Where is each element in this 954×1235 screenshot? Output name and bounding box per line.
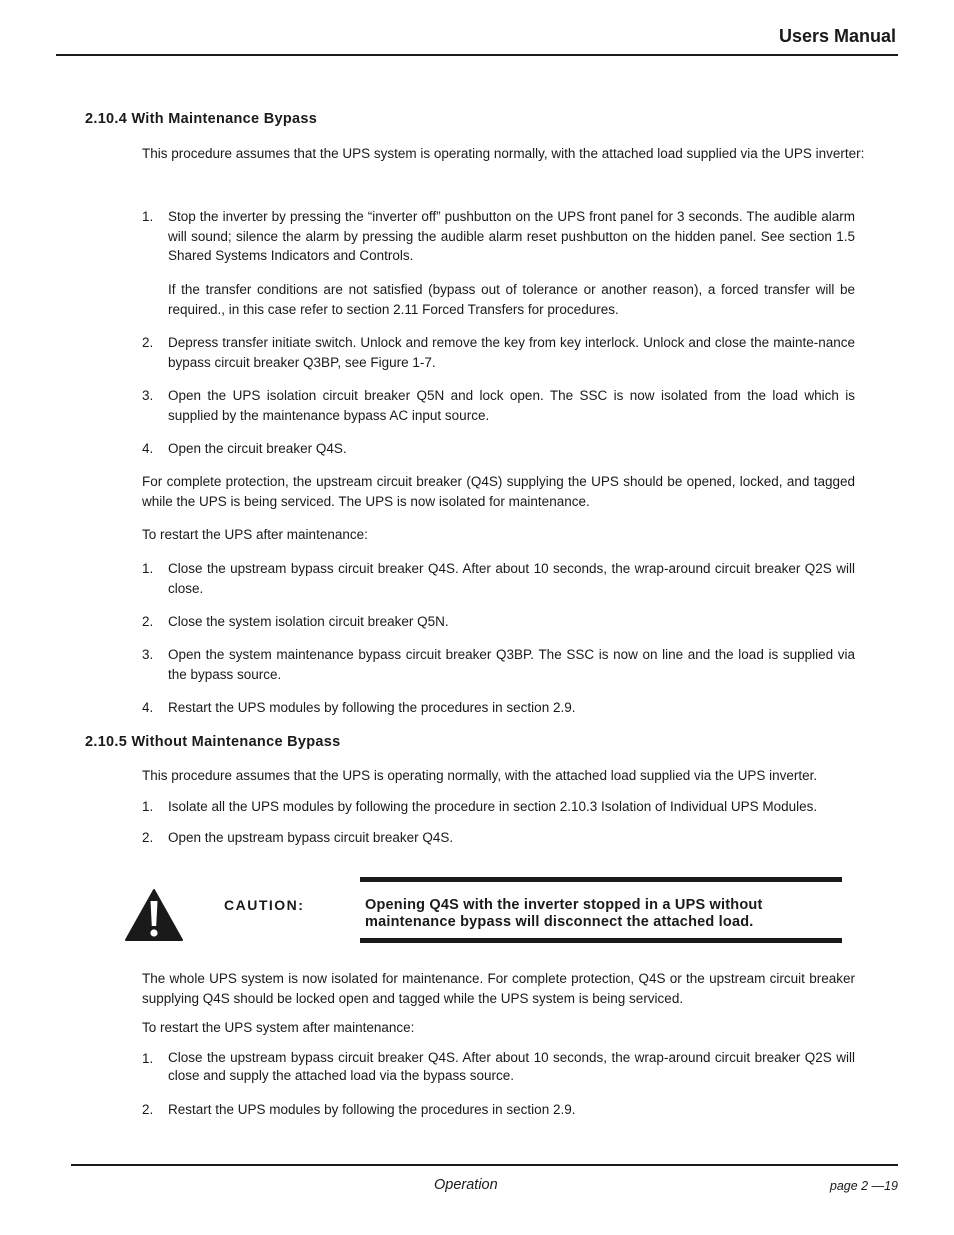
step-text: Open the circuit breaker Q4S.	[168, 441, 347, 456]
step-text: Open the upstream bypass circuit breaker Q4S.	[168, 830, 454, 845]
step-number: 2.	[142, 1102, 154, 1117]
caution-text-line-1: Opening Q4S with the inverter stopped in a UPS without	[365, 897, 763, 913]
header-rule	[56, 54, 898, 56]
step-text: Open the UPS isolation circuit breaker Q5N and lock open. The SSC is now isolated from the load which is supplied by the maintenance bypass AC input source.	[168, 388, 855, 423]
protection-paragraph: For complete protection, the upstream circuit breaker (Q4S) supplying the UPS should be opened, locked, and tagged while the UPS is being serviced. The UPS is now isolated for maintenance.	[142, 474, 855, 509]
step-number: 4.	[142, 700, 154, 715]
section-1-intro: This procedure assumes that the UPS system is operating normally, with the attached load supplied via the UPS inverter:	[142, 146, 865, 161]
step-number: 4.	[142, 441, 154, 456]
warning-triangle-icon	[124, 888, 184, 942]
step-text: Close the system isolation circuit breaker Q5N.	[168, 614, 449, 629]
caution-text-line-2: maintenance bypass will disconnect the attached load.	[365, 914, 754, 930]
step-text: Stop the inverter by pressing the “inverter off” pushbutton on the UPS front panel for 3 seconds. The audible alarm will sound; silence the alarm by pressing the audible alarm reset pushbutton on the hidden panel. See section 1.5 Shared Systems Indicators and Controls.	[168, 209, 855, 263]
step-number: 2.	[142, 830, 154, 845]
step-note: If the transfer conditions are not satisfied (bypass out of tolerance or another reason), a forced transfer will be required., in this case refer to section 2.11 Forced Transfers for procedures.	[168, 282, 855, 317]
step-text: Restart the UPS modules by following the procedures in section 2.9.	[168, 1102, 576, 1117]
step-number: 1.	[142, 209, 154, 224]
footer-rule	[71, 1164, 898, 1166]
step-text: Close the upstream bypass circuit breaker Q4S. After about 10 seconds, the wrap-around circuit breaker Q2S will close and supply the attached load via the bypass source.	[168, 1050, 855, 1083]
restart-intro: To restart the UPS system after maintenance:	[142, 1020, 415, 1035]
step-number: 2.	[142, 335, 154, 350]
step-number: 1.	[142, 1051, 154, 1066]
step-number: 3.	[142, 647, 154, 662]
step-number: 1.	[142, 561, 154, 576]
caution-top-rule	[360, 877, 842, 882]
footer-page-number: page 2 —19	[829, 1179, 898, 1193]
step-text: Isolate all the UPS modules by following the procedure in section 2.10.3 Isolation of Individual UPS Modules.	[168, 799, 818, 814]
section-2-intro: This procedure assumes that the UPS is operating normally, with the attached load supplied via the UPS inverter.	[142, 768, 818, 783]
step-text: Depress transfer initiate switch. Unlock and remove the key from key interlock. Unlock and close the mainte-nance bypass circuit breaker Q3BP, see Figure 1-7.	[168, 335, 855, 370]
restart-intro: To restart the UPS after maintenance:	[142, 527, 368, 542]
caution-label: CAUTION:	[224, 897, 305, 913]
header-title: Users Manual	[778, 26, 896, 46]
step-text: Restart the UPS modules by following the procedures in section 2.9.	[168, 700, 576, 715]
section-heading-2-10-4: 2.10.4 With Maintenance Bypass	[85, 111, 318, 127]
caution-bottom-rule	[360, 938, 842, 943]
step-number: 2.	[142, 614, 154, 629]
section-heading-2-10-5: 2.10.5 Without Maintenance Bypass	[85, 734, 341, 750]
step-number: 1.	[142, 799, 154, 814]
step-text: Close the upstream bypass circuit breaker Q4S. After about 10 seconds, the wrap-around circuit breaker Q2S will close.	[168, 561, 855, 596]
step-text: Open the system maintenance bypass circuit breaker Q3BP. The SSC is now on line and the load is supplied via the bypass source.	[168, 647, 855, 682]
step-number: 3.	[142, 388, 154, 403]
footer-section-name: Operation	[434, 1177, 498, 1193]
isolated-paragraph: The whole UPS system is now isolated for maintenance. For complete protection, Q4S or the upstream circuit breaker supplying Q4S should be locked open and tagged while the UPS system is being serviced.	[142, 971, 855, 1006]
